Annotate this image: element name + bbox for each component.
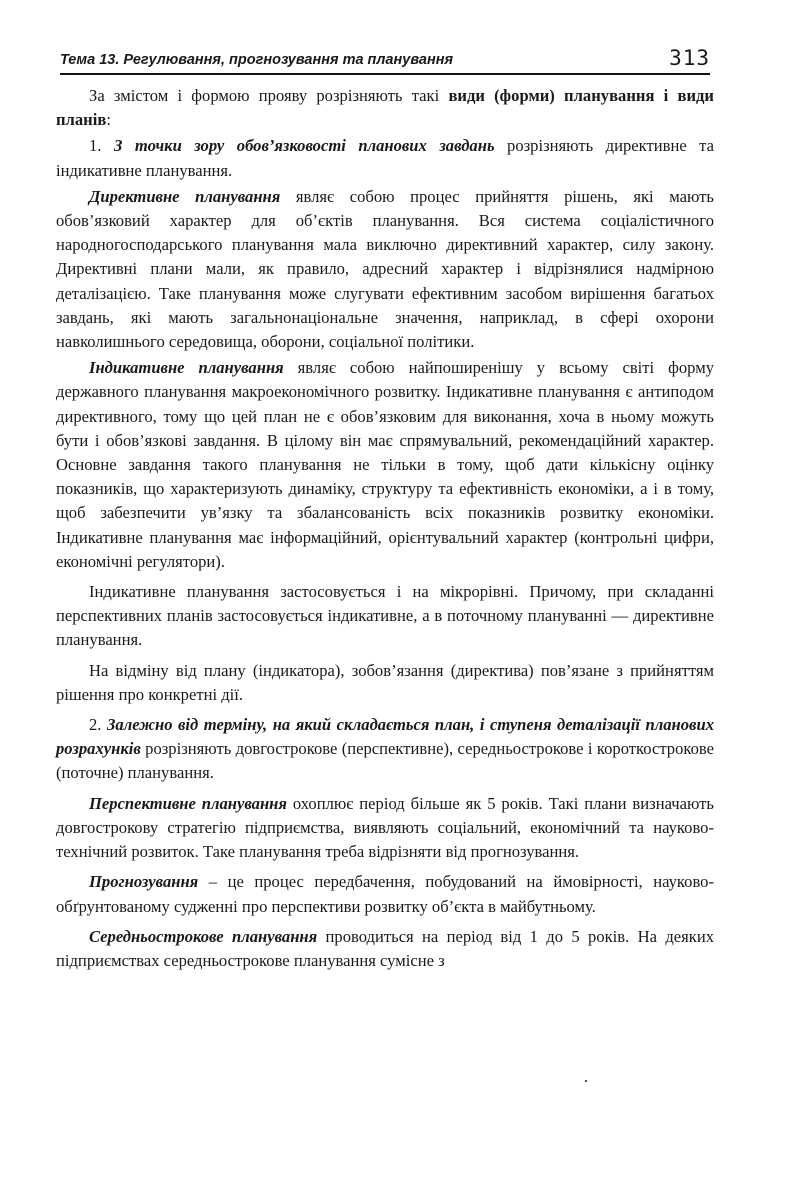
classification-criterion: З точки зору обов’язковості планових завдань bbox=[113, 136, 495, 156]
paragraph-classification-2: 2. Залежно від терміну, на який складається план, і ступеня деталізації планових розрахунків розрізняють довгострокове (перспективне), середньострокове і короткострокове (поточне) планування. bbox=[56, 715, 714, 783]
page-body bbox=[56, 84, 714, 975]
paragraph-classification-1: 1. З точки зору обов’язковості планових завдань розрізняють директивне та індикативне планування. bbox=[56, 136, 714, 180]
running-title: Тема 13. Регулювання, прогнозування та планування bbox=[60, 52, 454, 68]
print-speck bbox=[585, 1080, 587, 1082]
paragraph-long-term-planning: Перспективне планування охоплює період більше як 5 років. Такі плани визначають довгострокову стратегію підприємства, виявляють соціальний, економічний та науково-технічний розвиток. Таке планування треба відрізняти від прогнозування. bbox=[56, 793, 714, 862]
term: Прогнозування bbox=[89, 872, 199, 892]
header-rule bbox=[60, 73, 710, 75]
page-header bbox=[60, 46, 712, 72]
term: Середньострокове планування bbox=[89, 926, 318, 946]
paragraph-obligation: На відміну від плану (індикатора), зобов’язання (директива) пов’язане з прийняттям рішення про конкретні дії. bbox=[56, 660, 714, 704]
paragraph-indicative-planning: Індикативне планування являє собою найпоширенішу у всьому світі форму державного планування макроекономічного розвитку. Індикативне планування є антиподом директивного, тому що цей план не є обов’язковим для виконання, хоча в ньому можуть бути і обов’язкові завдання. В цілому він має спрямувальний, рекомендаційний характер. Основне завдання такого планування не тільки в тому, щоб дати кількісну оцінку показників, що характеризують динаміку, структуру та ефективність економіки, а і в тому, щоб забезпечити ув’язку та збалансованість всіх показників розвитку економіки. Індикативне планування має інформаційний, орієнтувальний характер (контрольні цифри, економічні регулятори). bbox=[56, 358, 714, 571]
paragraph-forecasting: Прогнозування – це процес передбачення, побудований на ймовірності, науково-обґрунтованому судженні про перспективи розвитку об’єкта в майбутньому. bbox=[56, 872, 714, 916]
paragraph-directive-planning: Директивне планування являє собою процес прийняття рішень, які мають обов’язковий характер для об’єктів планування. Вся система соціалістичного народногосподарського планування мала виключно директивний характер, силу закону. Директивні плани мали, як правило, адресний характер і відрізнялися надмірною деталізацією. Таке планування може слугувати ефективним засобом вирішення багатьох завдань, які мають загальнонаціональне значення, наприклад, в сфері охорони навколишнього середовища, оборони, соціальної політики. bbox=[56, 186, 714, 352]
classification-criterion: Залежно від терміну, на який складається план, і ступеня деталізації планових розрахунків bbox=[56, 715, 714, 759]
paragraph-micro-level: Індикативне планування застосовується і на мікрорівні. Причому, при складанні перспективних планів застосовується індикативне, а в поточному плануванні — директивне планування. bbox=[56, 582, 714, 650]
bold-phrase: види (форми) планування і види планів bbox=[56, 86, 714, 130]
paragraph-forms-intro: За змістом і формою прояву розрізняють такі види (форми) планування і види планів: bbox=[56, 86, 714, 130]
paragraph-medium-term-planning: Середньострокове планування проводиться на період від 1 до 5 років. На деяких підприємствах середньострокове планування сумісне з bbox=[56, 926, 715, 970]
term: Перспективне планування bbox=[89, 793, 287, 813]
term: Директивне планування bbox=[89, 186, 281, 206]
term: Індикативне планування bbox=[89, 358, 284, 378]
page-number: 313 bbox=[669, 46, 710, 70]
